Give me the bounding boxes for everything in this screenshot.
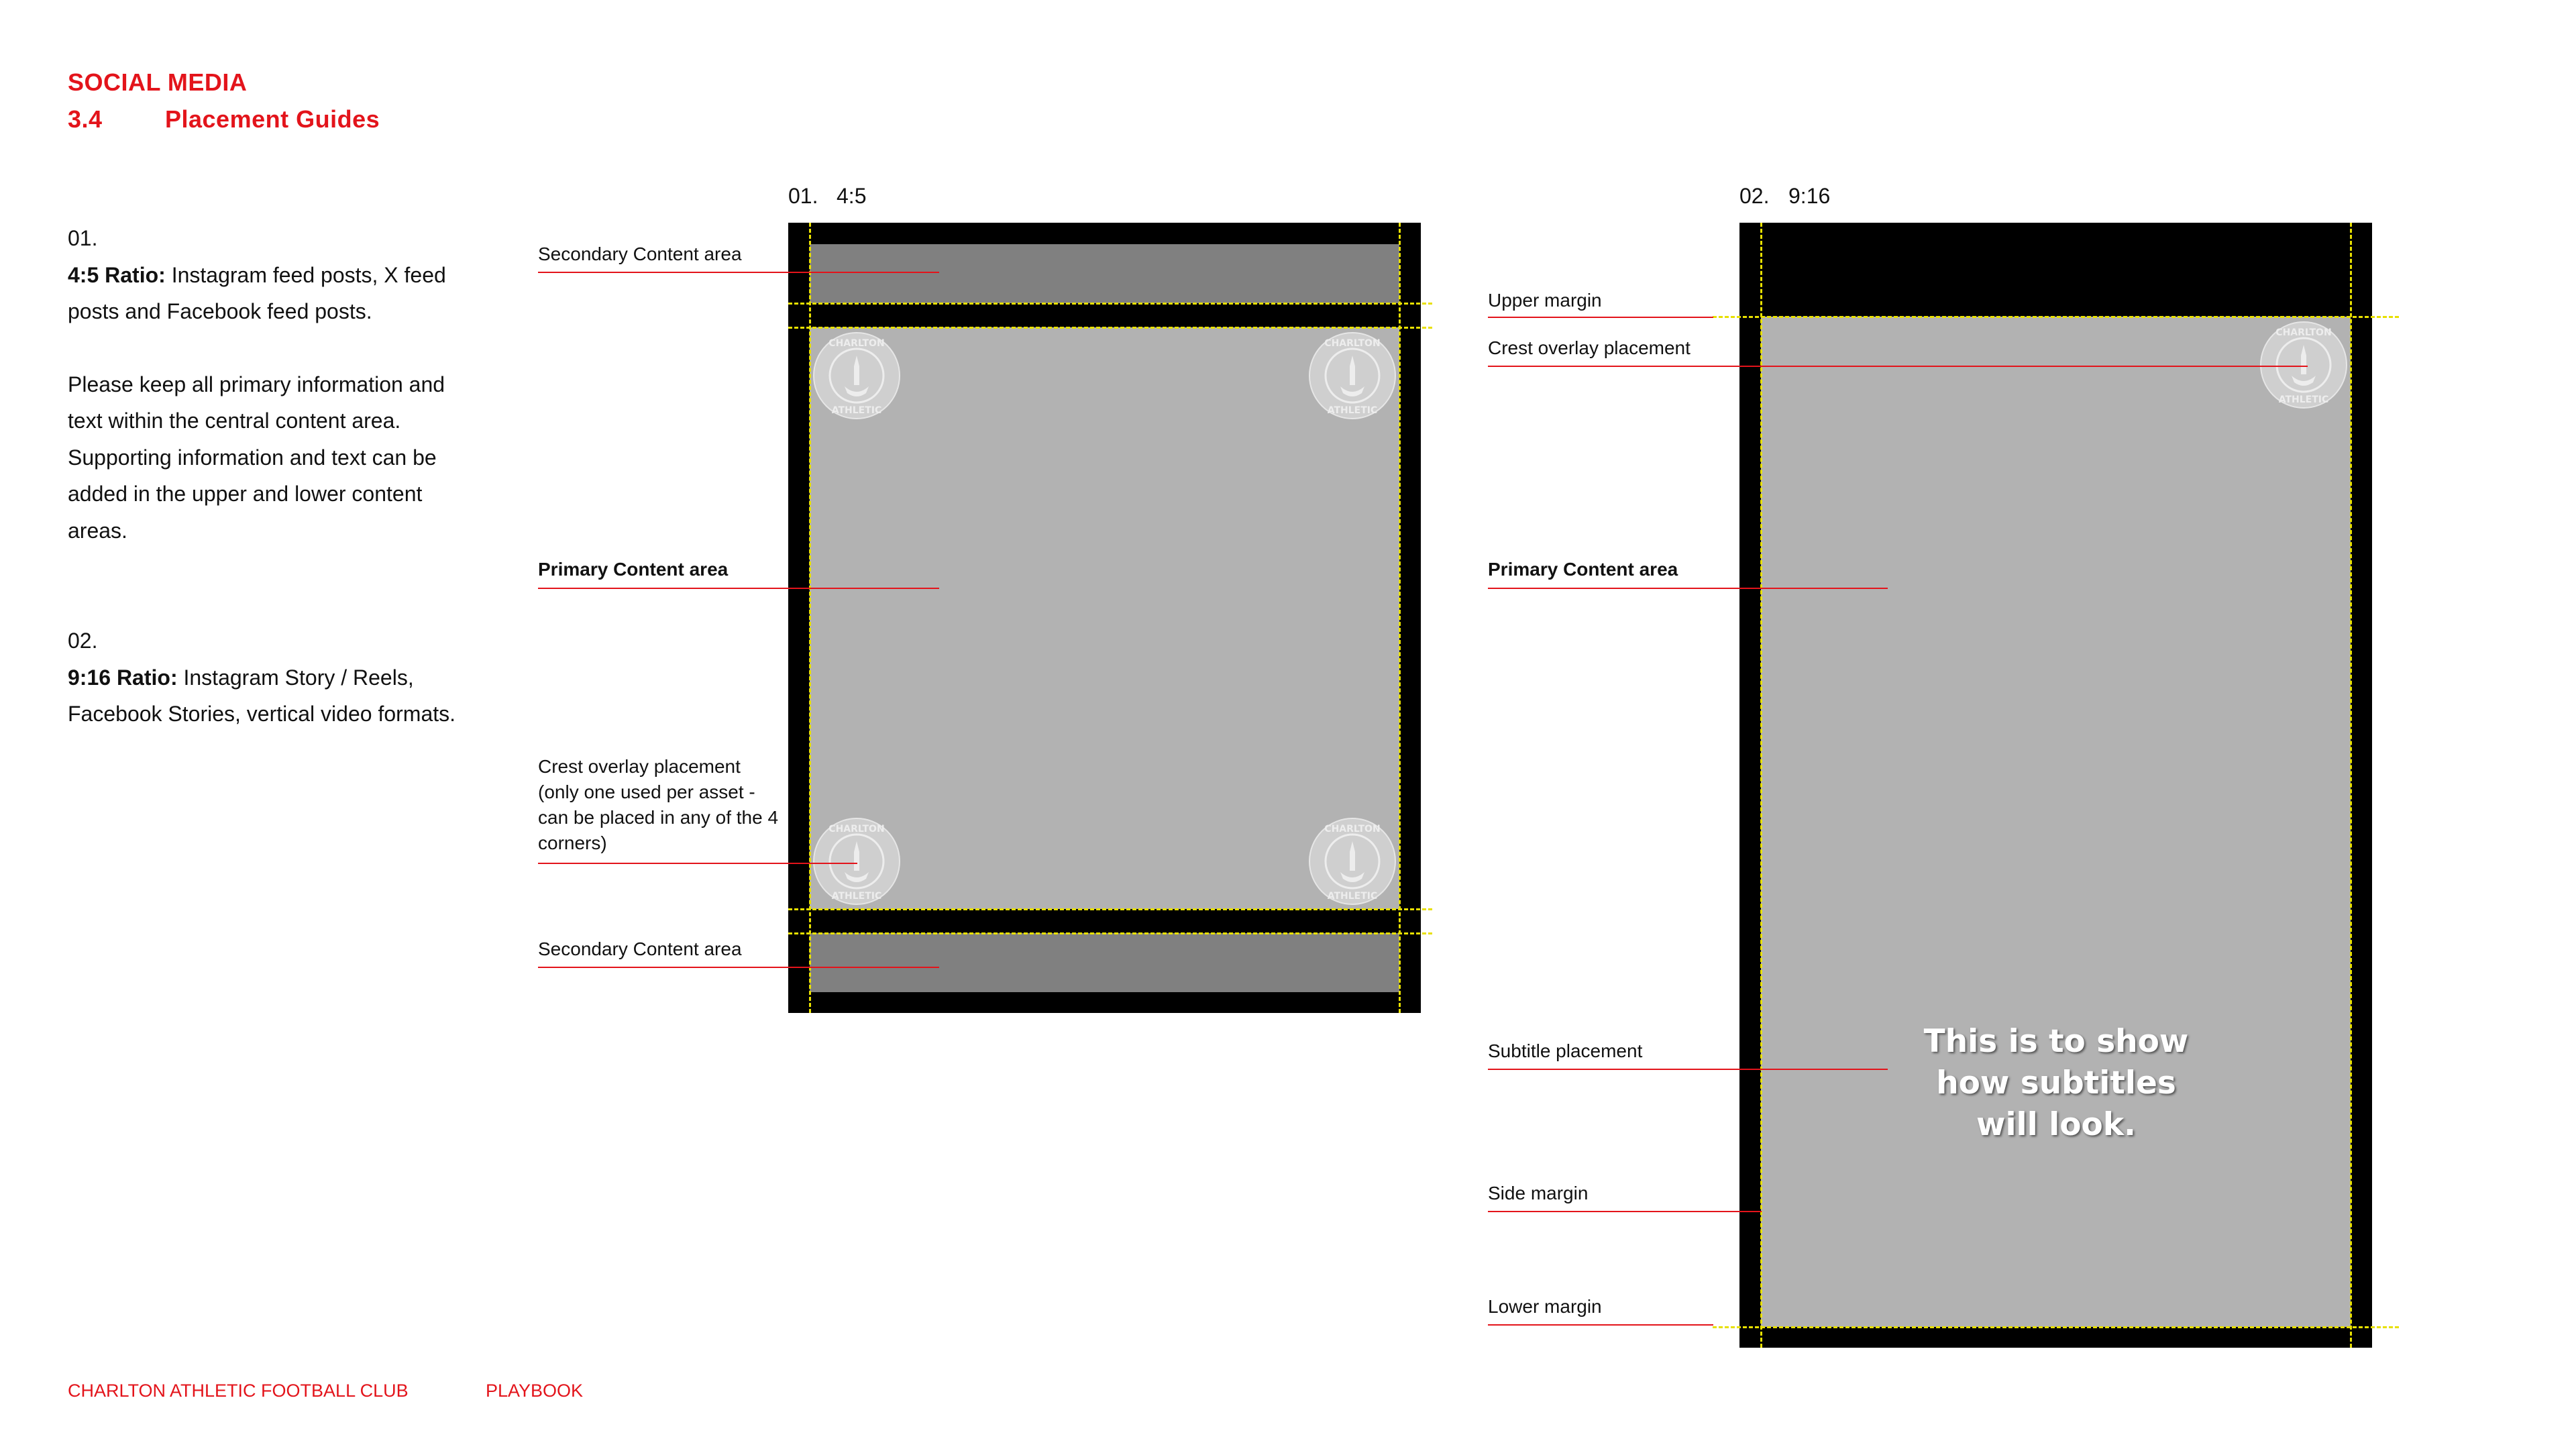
frame-4x5-number: 01. (788, 184, 818, 208)
label-secondary-content-bottom: Secondary Content area (538, 938, 742, 959)
label-subtitle-placement: Subtitle placement (1488, 1040, 1643, 1061)
secondary-content-area-bottom (810, 933, 1399, 992)
crest-text-top: CHARLTON (1324, 824, 1381, 835)
crest-icon (1308, 331, 1397, 420)
intro-block-9x16 (68, 623, 464, 733)
intro-block-ratio (68, 659, 464, 733)
leader-line (538, 863, 857, 864)
crest-icon (2259, 321, 2348, 409)
crest-text-top: CHARLTON (828, 338, 885, 349)
intro-block-number: 01. (68, 226, 98, 250)
crest-text-top: CHARLTON (828, 824, 885, 835)
crest-text-bottom: ATHLETIC (1327, 405, 1378, 416)
subtitle-sample: This is to show how subtitles will look. (1923, 1023, 2189, 1143)
frame-9x16-ratio: 9:16 (1788, 184, 1831, 208)
leader-line (1488, 588, 1888, 589)
crest-text-top: CHARLTON (1324, 338, 1381, 349)
section-label: SOCIAL MEDIA (68, 68, 248, 96)
guide-line (1713, 1326, 2399, 1328)
frame-4x5 (788, 223, 1421, 1013)
crest-text-bottom: ATHLETIC (831, 405, 882, 416)
leader-line (538, 588, 939, 589)
label-secondary-content-top: Secondary Content area (538, 244, 742, 264)
frame-9x16 (1739, 223, 2372, 1348)
footer-club-name: CHARLTON ATHLETIC FOOTBALL CLUB (68, 1381, 409, 1401)
label-primary-content: Primary Content area (1488, 559, 1678, 580)
label-crest-overlay: Crest overlay placement (1488, 337, 1690, 358)
leader-line (1488, 1324, 1713, 1326)
crest-icon (812, 331, 901, 420)
crest-text-bottom: ATHLETIC (831, 891, 882, 902)
guide-line (788, 908, 1432, 910)
intro-block-ratio (68, 257, 464, 330)
label-upper-margin: Upper margin (1488, 290, 1602, 311)
intro-guidance: Please keep all primary information and text within the central content area. Supporting information and text can be added in the upper and lower content areas. (68, 372, 445, 543)
guide-line (809, 223, 811, 1013)
label-lower-margin: Lower margin (1488, 1296, 1602, 1317)
guide-line (788, 303, 1432, 305)
guide-line (788, 932, 1432, 934)
crest-text-bottom: ATHLETIC (1327, 891, 1378, 902)
ratio-description: Instagram Story / Reels, Facebook Stories, vertical video formats. (68, 665, 456, 726)
leader-line (538, 967, 939, 968)
leader-line (1488, 317, 1713, 318)
ratio-label: 9:16 Ratio: (68, 665, 178, 690)
section-number: 3.4 (68, 105, 103, 133)
guide-line (1760, 223, 1762, 1348)
leader-line (1488, 366, 2308, 367)
leader-line (538, 272, 939, 273)
guide-line (1399, 223, 1401, 1013)
crest-icon (812, 817, 901, 906)
primary-content-area (1761, 317, 2351, 1327)
intro-block-4x5 (68, 220, 464, 549)
leader-line (1488, 1069, 1888, 1070)
label-side-margin: Side margin (1488, 1183, 1589, 1203)
ratio-description: Instagram feed posts, X feed posts and Facebook feed posts. (68, 262, 446, 323)
frame-9x16-number: 02. (1739, 184, 1770, 208)
leader-line (1488, 1211, 1762, 1212)
guide-line (1713, 316, 2399, 318)
page-title: Placement Guides (165, 105, 380, 133)
footer-document-name: PLAYBOOK (486, 1381, 584, 1401)
crest-text-bottom: ATHLETIC (2278, 394, 2329, 405)
crest-text-top: CHARLTON (2275, 327, 2332, 338)
crest-icon (1308, 817, 1397, 906)
intro-block-number: 02. (68, 629, 98, 653)
label-primary-content: Primary Content area (538, 559, 729, 580)
ratio-label: 4:5 Ratio: (68, 262, 166, 287)
guide-line (788, 327, 1432, 329)
label-crest-overlay: Crest overlay placement (only one used per asset - can be placed in any of the 4 corners) (538, 756, 779, 853)
guide-line (2350, 223, 2352, 1348)
secondary-content-area-top (810, 244, 1399, 303)
frame-4x5-ratio: 4:5 (837, 184, 867, 208)
